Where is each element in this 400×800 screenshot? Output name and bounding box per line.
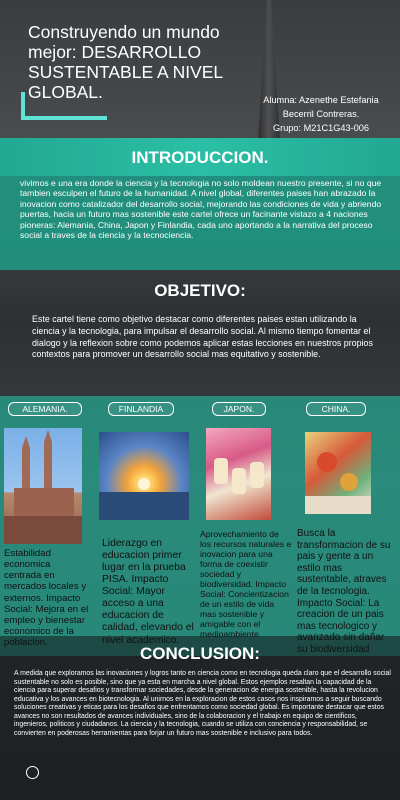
author-name: Alumna: Azenethe Estefania (263, 95, 379, 105)
title-accent-underline (21, 116, 107, 120)
poster-title: Construyendo un mundo mejor: DESARROLLO SUSTENTABLE A NIVEL GLOBAL. (28, 22, 223, 103)
intro-text: vivimos e una era donde la ciencia y la tecnologia no solo moldean nuestro presente, si no que tambien esculpen el futuro de la humanidad. A nivel global, diferentes paises han abrazado la inovacion como catalizador del desarrollo social, mejorando las condiciones de vida y abriendo puertas, hacia un futuro mas sostenible este cartel ofrece un facinante vistazo a 4 naciones pioneras: Alemania, China, Japon y Finlandia, cada uno aportando a la narrativa del proceso social a traves de la ciencia y la tecnociencia. (20, 178, 382, 241)
country-label-finland: FINLANDIA (108, 402, 174, 416)
country-label-germany: ALEMANIA. (8, 402, 82, 416)
country-label-japan: JAPON. (212, 402, 266, 416)
objective-heading: OBJETIVO: (154, 281, 246, 300)
objective-text: Este cartel tiene como objetivo destacar como diferentes paises estan utilizando la ciencia y la tecnologia, para impulsar el desarrollo social. Al mismo tiempo fomentar el dialogo y la reflexion sobre como podemos aplicar estas lecciones en nuestros propios contextos para promover un desarrollo social mas equitativo y sostenible. (32, 314, 373, 360)
author-block (248, 94, 394, 135)
country-label-china: CHINA. (306, 402, 366, 416)
china-text: Busca la transformacion de su pais y gente a un estilo mas sustentable, atraves de la tecnologia. Impacto Social: La creacion de un pais mas tecnologico y avanzado sin dañar su biodiversidad (297, 528, 391, 655)
author-surname: Becerril Contreras. (282, 108, 360, 119)
lightbulb-icon (26, 766, 39, 779)
conclusion-text: A medida que exploramos las inovaciones y logros tanto en ciencia como en tecnologia queda claro que el desarrollo social sustentable no solo es posible, sino que ya esta en marcha a nivel global. Estos ejemplos resaltan la capacidad de la ciencia para superar desafios y transformar sociedades, desde la generacion de energia sostenible, hasta la revolucion educativa y los avances en biotecnologia. Al unirnos en la exploracion de estos casos nos inspiramos a seguir buscando soluciones creativas y eticas para los desafios que enfrentamos como sociedad global. Es importante destacar que estos avances no son resultados de avances individuales, sino de la colaboracion y el trabajo en equipo de cientificos, ingenieros, politicos y ciudadanos. La ciencia y la tecnologia, cuando se utiliza con conciencia y responsabilidad, se convierten en poderosas herramientas para forjar un futuro mas sostenible e inclusivo para todos. (14, 670, 391, 737)
finland-sunset-image (99, 432, 189, 520)
finland-text: Liderazgo en educacion primer lugar en la prueba PISA. Impacto Social: Mayor acceso a una educacion de calidad, elevando el nivel academico. (102, 538, 194, 646)
germany-text: Estabilidad economica centrada en mercados locales y externos. Impacto Social: Mejora en el empleo y bienestar economico de la poblacion. (4, 548, 89, 648)
conclusion-heading: CONCLUSION: (140, 644, 260, 663)
author-group: Grupo: M21C1G43-006 (272, 122, 369, 133)
japan-text: Aprovechamiento de los recursos naturales e inovacion para una forma de coexistir sociedad y biodiversidad. Impacto Social: Concientizacion de un estilo de vida mas sostenible y amigable con el medioambiente. (200, 529, 292, 639)
intro-heading: INTRODUCCION. (131, 148, 269, 167)
japan-lanterns-image (206, 428, 271, 520)
china-lanterns-image (305, 432, 371, 514)
germany-cathedral-image (4, 428, 82, 544)
